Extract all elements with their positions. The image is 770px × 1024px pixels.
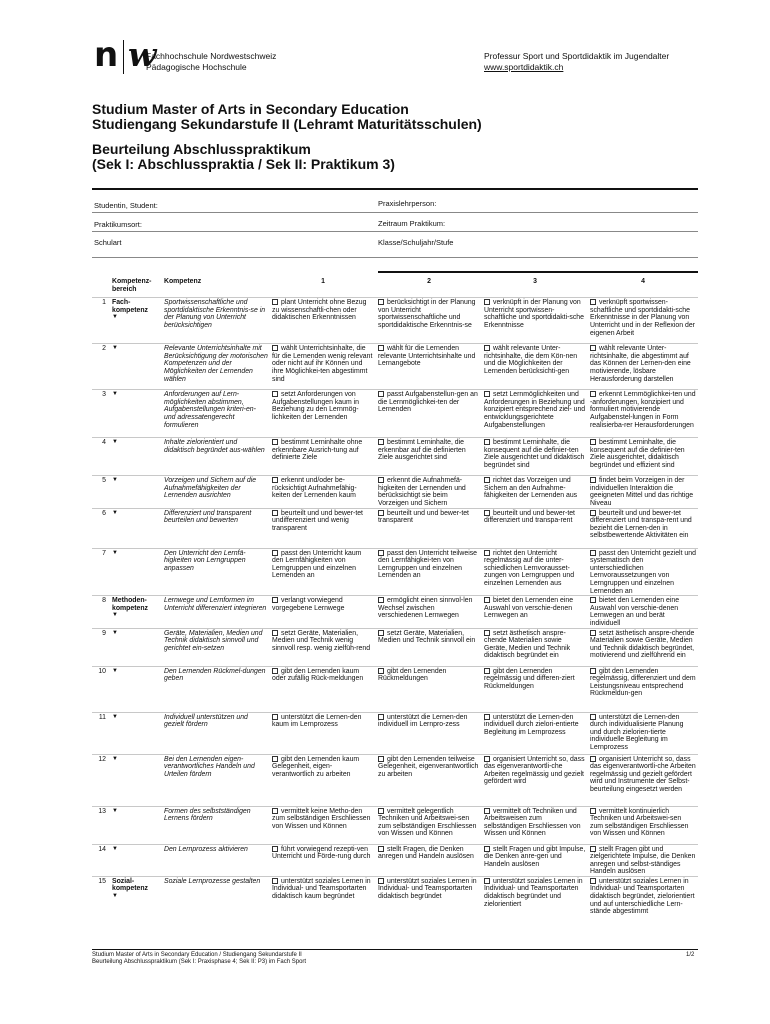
level-4-cell xyxy=(588,596,698,628)
checkbox-icon[interactable] xyxy=(378,477,384,483)
period-label: Zeitraum Praktikum: xyxy=(378,219,446,228)
header-level-3: 3 xyxy=(533,278,537,285)
level-2-cell xyxy=(376,844,482,876)
row-number: 10 xyxy=(92,666,110,712)
level-1-text: plant Unterricht ohne Bezug zu wissenschaftli-chen oder didaktischen Erkenntnissen xyxy=(272,299,367,322)
level-3-text: richtet den Unterricht regelmässig auf die unter-schiedlichen Lernvorausset-zungen von Lerngruppen und einzelnen Lernenden aus xyxy=(484,549,575,587)
area-cell[interactable] xyxy=(110,344,162,390)
checkbox-icon[interactable] xyxy=(378,630,384,636)
checkbox-icon[interactable] xyxy=(484,550,490,556)
area-label: Methoden-kompetenz xyxy=(112,597,148,612)
level-3-text: wählt relevante Unter-richtsinhalte, die dem Kön-nen und die Möglichkeiten der Lernenden berücksichti-gen xyxy=(484,345,578,375)
assessment-title-line2: (Sek I: Abschlusspraktia / Sek II: Praktikum 3) xyxy=(92,156,395,172)
table-header-row xyxy=(92,278,698,298)
level-3-text: vermittelt oft Techniken und Arbeitsweisen zum selbständigen Erschliessen von Wissen und Können xyxy=(484,807,581,838)
checkbox-icon[interactable] xyxy=(484,597,490,603)
level-1-text: passt den Unterricht kaum den Lernfähigkeiten von Lerngruppen und einzelnen Lernenden an xyxy=(272,549,362,580)
level-2-cell xyxy=(376,476,482,508)
level-2-text: passt den Unterricht teilweise den Lernfähigkei-ten von Lerngruppen und einzelnen Lernenden an xyxy=(378,549,478,580)
table-row xyxy=(92,548,698,596)
level-1-cell xyxy=(270,628,376,666)
triangle-down-icon[interactable]: ▼ xyxy=(112,667,118,674)
level-1-cell xyxy=(270,476,376,508)
level-3-text: verknüpft in der Planung von Unterricht sportwissen-schaftliche und sportdidakti-sche Erkenntnisse xyxy=(484,299,584,329)
professorship-block xyxy=(484,51,669,73)
level-4-cell xyxy=(588,344,698,390)
checkbox-icon[interactable] xyxy=(272,597,278,603)
level-2-cell xyxy=(376,754,482,806)
area-label: Fach-kompetenz xyxy=(112,299,148,314)
level-2-text: berücksichtigt in der Planung von Unterricht sportwissenschaftliche und sportdidaktische Erkenntnis-se xyxy=(378,299,476,329)
checkbox-icon[interactable] xyxy=(590,846,596,852)
institution-school: Pädagogische Hochschule xyxy=(146,62,247,72)
checkbox-icon[interactable] xyxy=(590,878,596,884)
footer-rule xyxy=(92,949,698,950)
class-label: Klasse/Schuljahr/Stufe xyxy=(378,238,454,247)
level-4-cell xyxy=(588,548,698,596)
footer-line2: Beurteilung Abschlusspraktikum (Sek I: Praxisphase 4; Sek II: P3) im Fach Sport xyxy=(92,959,307,965)
logo-divider xyxy=(123,40,124,74)
checkbox-icon[interactable] xyxy=(378,756,384,762)
level-1-text: beurteilt und und bewer-tet undifferenziert und wenig transparent xyxy=(272,509,363,532)
footer-line1: Studium Master of Arts in Secondary Education / Studiengang Sekundarstufe II xyxy=(92,952,302,958)
checkbox-icon[interactable] xyxy=(484,299,490,305)
checkbox-icon[interactable] xyxy=(484,808,490,814)
area-cell[interactable] xyxy=(110,666,162,712)
competence-cell: Anforderungen auf Lern-möglichkeiten abstimmen, Aufgabenstellungen kriteri-en- und adressatengerecht formulieren xyxy=(162,390,270,438)
checkbox-icon[interactable] xyxy=(484,756,490,762)
level-1-text: gibt den Lernenden kaum Gelegenheit, eigen-verantwortlich zu arbeiten xyxy=(272,755,360,778)
checkbox-icon[interactable] xyxy=(378,391,384,397)
level-3-text: bestimmt Lerninhalte, die konsequent auf die definier-ten Ziele ausgerichtet und didaktisch begründet sind xyxy=(484,439,585,469)
level-4-cell xyxy=(588,390,698,438)
competence-cell: Differenziert und transparent beurteilen und bewerten xyxy=(162,508,270,548)
competence-cell: Relevante Unterrichtsinhalte mit Berücksichtigung der motorischen Kompetenzen und der Möglichkeiten der Lernenden wählen xyxy=(162,344,270,390)
footer xyxy=(92,952,306,966)
checkbox-icon[interactable] xyxy=(590,668,596,674)
area-cell[interactable] xyxy=(110,508,162,548)
internship-location-label: Praktikumsort: xyxy=(94,220,142,229)
checkbox-icon[interactable] xyxy=(272,299,278,305)
checkbox-icon[interactable] xyxy=(484,846,490,852)
checkbox-icon[interactable] xyxy=(484,439,490,445)
checkbox-icon[interactable] xyxy=(590,714,596,720)
table-row xyxy=(92,298,698,344)
level-1-text: wählt Unterrichtsinhalte, die für die Lernenden wenig relevant oder nicht auf ihr Können und ihre Möglichkei-ten abgestimmt sind xyxy=(272,345,373,383)
level-1-cell xyxy=(270,344,376,390)
checkbox-icon[interactable] xyxy=(378,846,384,852)
level-3-cell xyxy=(482,628,588,666)
table-row xyxy=(92,596,698,628)
row-number: 13 xyxy=(92,806,110,844)
level-2-cell xyxy=(376,806,482,844)
checkbox-icon[interactable] xyxy=(378,510,384,516)
area-cell[interactable] xyxy=(110,298,162,344)
header-competence: Kompetenz xyxy=(164,278,202,285)
level-1-cell xyxy=(270,754,376,806)
level-4-cell xyxy=(588,844,698,876)
level-4-cell xyxy=(588,628,698,666)
level-4-cell xyxy=(588,508,698,548)
level-1-text: vermittelt keine Metho-den zum selbständigen Erschliessen von Wissen und Können xyxy=(272,807,371,830)
level-1-cell xyxy=(270,876,376,928)
level-1-text: erkennt und/oder be-rücksichtigt Aufnahmefähig-keiten der Lernenden kaum xyxy=(272,477,357,500)
study-title-line1: Studium Master of Arts in Secondary Education xyxy=(92,101,409,117)
school-type-label: Schulart xyxy=(94,238,122,247)
checkbox-icon[interactable] xyxy=(272,550,278,556)
level-2-text: unterstützt die Lernen-den individuell im Lernpro-zess xyxy=(378,713,468,729)
level-3-cell xyxy=(482,596,588,628)
level-4-text: wählt relevante Unter-richtsinhalte, die abgestimmt auf das Können der Lernen-den eine motivierende, lösbare Herausforderung darstellen xyxy=(590,345,691,383)
level-3-cell xyxy=(482,548,588,596)
area-label: Sozial-kompetenz xyxy=(112,877,148,893)
area-cell[interactable] xyxy=(110,876,162,928)
level-4-text: passt den Unterricht gezielt und systematisch den unterschiedlichen Lernvoraussetzungen von Lerngruppen und einzelnen Lernenden an xyxy=(590,549,696,595)
competence-cell: Den Unterricht den Lernfä-higkeiten von Lerngruppen anpassen xyxy=(162,548,270,596)
level-2-cell xyxy=(376,712,482,754)
level-3-cell xyxy=(482,298,588,344)
level-2-text: wählt für die Lernenden relevante Unterrichtsinhalte und Lernangebote xyxy=(378,345,476,368)
level-1-cell xyxy=(270,508,376,548)
level-1-text: unterstützt soziales Lernen in Individual- und Teamsportarten didaktisch kaum begründet xyxy=(272,877,371,901)
row-number: 8 xyxy=(92,596,110,628)
assessment-table xyxy=(92,278,698,928)
checkbox-icon[interactable] xyxy=(272,345,278,351)
row-number: 14 xyxy=(92,844,110,876)
level-3-text: unterstützt die Lernen-den individuell durch zielori-entierte Begleitung im Lernprozess xyxy=(484,713,579,736)
level-1-cell xyxy=(270,806,376,844)
competence-cell: Formen des selbstständigen Lernens fördern xyxy=(162,806,270,844)
header-level-1: 1 xyxy=(321,278,325,285)
level-4-text: verknüpft sportwissen-schaftliche und sportdidakti-sche Erkenntnisse in der Planung von Unterricht und in der Reflexion der eigenen Arbeit xyxy=(590,299,695,337)
header-level-2: 2 xyxy=(427,278,431,285)
checkbox-icon[interactable] xyxy=(484,391,490,397)
level-1-cell xyxy=(270,844,376,876)
area-cell[interactable] xyxy=(110,806,162,844)
table-row xyxy=(92,390,698,438)
assessment-title-line1: Beurteilung Abschlusspraktikum xyxy=(92,141,311,157)
checkbox-icon[interactable] xyxy=(590,808,596,814)
checkbox-icon[interactable] xyxy=(272,714,278,720)
level-2-text: passt Aufgabenstellun-gen an die Lernmöglichkei-ten der Lernenden xyxy=(378,391,478,414)
level-2-cell xyxy=(376,876,482,928)
level-4-text: bietet den Lernenden eine Auswahl von verschie-denen Lernwegen an und berät individuell xyxy=(590,597,680,627)
triangle-down-icon[interactable]: ▼ xyxy=(112,893,118,900)
checkbox-icon[interactable] xyxy=(590,477,596,483)
levels-top-bar xyxy=(378,271,698,273)
header-num xyxy=(92,278,110,298)
level-1-cell xyxy=(270,438,376,476)
level-1-text: bestimmt Lerninhalte ohne erkennbare Ausrich-tung auf definierte Ziele xyxy=(272,439,363,462)
table-row xyxy=(92,628,698,666)
area-cell[interactable] xyxy=(110,754,162,806)
competence-cell: Inhalte zielorientiert und didaktisch begründet aus-wählen xyxy=(162,438,270,476)
level-4-cell xyxy=(588,476,698,508)
checkbox-icon[interactable] xyxy=(378,668,384,674)
triangle-down-icon[interactable]: ▼ xyxy=(112,713,118,720)
level-2-text: unterstützt soziales Lernen in Individual- und Teamsportarten didaktisch begründet xyxy=(378,877,477,901)
area-cell[interactable] xyxy=(110,476,162,508)
level-2-text: vermittelt gelegentlich Techniken und Arbeitswei-sen zum selbständigen Erschliessen von Wissen und Können xyxy=(378,807,477,838)
level-3-cell xyxy=(482,844,588,876)
checkbox-icon[interactable] xyxy=(378,439,384,445)
triangle-down-icon[interactable]: ▼ xyxy=(112,439,118,446)
form-rule-3 xyxy=(92,257,698,258)
table-row xyxy=(92,508,698,548)
level-4-text: bestimmt Lerninhalte, die konsequent auf die definier-ten Ziele ausgerichtet, didaktisch begründet und effizient sind xyxy=(590,439,685,469)
triangle-down-icon[interactable]: ▼ xyxy=(112,755,118,762)
triangle-down-icon[interactable]: ▼ xyxy=(112,345,118,352)
competence-cell: Bei den Lernenden eigen-verantwortliches Handeln und Urteilen fördern xyxy=(162,754,270,806)
form-rule-2 xyxy=(92,231,698,232)
table-body xyxy=(92,298,698,929)
competence-cell: Den Lernprozess aktivieren xyxy=(162,844,270,876)
level-3-cell xyxy=(482,876,588,928)
level-3-text: setzt ästhetisch anspre-chende Materialien sowie Geräte, Medien und Technik didaktisch begründet ein xyxy=(484,629,571,660)
table-row xyxy=(92,844,698,876)
level-2-text: beurteilt und und bewer-tet transparent xyxy=(378,509,469,525)
row-number: 12 xyxy=(92,754,110,806)
row-number: 11 xyxy=(92,712,110,754)
level-2-text: erkennt die Aufnahmefä-higkeiten der Lernenden und berücksichtigt sie beim Vorzeigen und Sichern xyxy=(378,477,466,507)
area-cell[interactable] xyxy=(110,596,162,628)
area-cell[interactable] xyxy=(110,712,162,754)
checkbox-icon[interactable] xyxy=(484,878,490,884)
competence-cell: Geräte, Materialien, Medien und Technik didaktisch sinnvoll und gerichtet ein-setzen xyxy=(162,628,270,666)
level-4-cell xyxy=(588,806,698,844)
checkbox-icon[interactable] xyxy=(378,299,384,305)
level-3-cell xyxy=(482,476,588,508)
institution-name: Fachhochschule Nordwestschweiz xyxy=(146,51,277,61)
level-3-text: beurteilt und und bewer-tet differenziert und transpa-rent xyxy=(484,509,575,525)
checkbox-icon[interactable] xyxy=(590,439,596,445)
checkbox-icon[interactable] xyxy=(272,878,278,884)
level-2-cell xyxy=(376,438,482,476)
level-4-cell xyxy=(588,438,698,476)
level-2-text: bestimmt Lerninhalte, die erkennbar auf die definierten Ziele ausgerichtet sind xyxy=(378,439,466,462)
checkbox-icon[interactable] xyxy=(484,345,490,351)
checkbox-icon[interactable] xyxy=(590,510,596,516)
level-4-text: setzt ästhetisch anspre-chende Materialien sowie Geräte, Medien und Technik didaktisch begründet, motivierend und zielführend ein xyxy=(590,629,695,660)
triangle-down-icon[interactable]: ▼ xyxy=(112,549,118,556)
checkbox-icon[interactable] xyxy=(272,808,278,814)
level-3-text: gibt den Lernenden regelmässig und differen-ziert Rückmeldungen xyxy=(484,667,575,690)
level-3-text: unterstützt soziales Lernen in Individual- und Teamsportarten didaktisch begründet und zielorientiert xyxy=(484,877,583,908)
level-3-text: organisiert Unterricht so, dass das eigenverantwortli-che Arbeiten regelmässig und gezielt gefördert wird xyxy=(484,755,585,786)
checkbox-icon[interactable] xyxy=(484,477,490,483)
checkbox-icon[interactable] xyxy=(484,630,490,636)
checkbox-icon[interactable] xyxy=(378,878,384,884)
level-4-text: gibt den Lernenden regelmässig, differenziert und dem Leistungsniveau entsprechend Rückmeldun-gen xyxy=(590,667,696,698)
professorship-name: Professur Sport und Sportdidaktik im Jugendalter xyxy=(484,51,670,61)
checkbox-icon[interactable] xyxy=(272,391,278,397)
level-2-cell xyxy=(376,596,482,628)
table-row xyxy=(92,806,698,844)
header-area: Kompetenz-bereich xyxy=(112,278,152,293)
level-3-text: richtet das Vorzeigen und Sichern an den Aufnahme-fähigkeiten der Lernenden aus xyxy=(484,477,578,500)
level-2-cell xyxy=(376,344,482,390)
level-2-cell xyxy=(376,666,482,712)
row-number: 7 xyxy=(92,548,110,596)
competence-cell: Individuell unterstützen und gezielt fördern xyxy=(162,712,270,754)
table-row xyxy=(92,666,698,712)
level-3-cell xyxy=(482,344,588,390)
assessment-title xyxy=(92,142,395,172)
level-3-text: stellt Fragen und gibt Impulse, die Denken anre-gen und Handeln auslösen xyxy=(484,845,586,868)
level-4-text: beurteilt und und bewer-tet differenziert und transpa-rent und bezieht die Lernen-den in selbstbewertende Aktivitäten ein xyxy=(590,509,692,540)
level-4-cell xyxy=(588,298,698,344)
study-title-line2: Studiengang Sekundarstufe II (Lehramt Maturitätsschulen) xyxy=(92,116,482,132)
level-2-text: gibt den Lernenden teilweise Gelegenheit, eigenverantwortlich zu arbeiten xyxy=(378,755,479,778)
competence-cell: Den Lernenden Rückmel-dungen geben xyxy=(162,666,270,712)
level-1-text: setzt Anforderungen von Aufgabenstellungen kaum in Beziehung zu den Lernmög-lichkeiten der Lernenden xyxy=(272,391,359,421)
website-link[interactable]: www.sportdidaktik.ch xyxy=(484,62,564,72)
triangle-down-icon[interactable]: ▼ xyxy=(112,509,118,516)
level-1-cell xyxy=(270,596,376,628)
level-3-cell xyxy=(482,806,588,844)
row-number: 1 xyxy=(92,298,110,344)
level-1-cell xyxy=(270,298,376,344)
competence-cell: Soziale Lernprozesse gestalten xyxy=(162,876,270,928)
level-4-text: unterstützt die Lernen-den durch individualisierte Planung und durch zielorien-tierte individuelle Begleitung im Lernprozess xyxy=(590,713,684,751)
row-number: 5 xyxy=(92,476,110,508)
level-2-cell xyxy=(376,548,482,596)
level-3-text: setzt Lernmöglichkeiten und Anforderungen in Beziehung und konzipiert entsprechend ziel- und entwicklungsgerichtete Aufgabenstellungen xyxy=(484,391,586,429)
level-2-text: gibt den Lernenden Rückmeldungen xyxy=(378,667,447,683)
table-row xyxy=(92,754,698,806)
page-number: 1/2 xyxy=(686,952,695,958)
level-2-text: stellt Fragen, die Denken anregen und Handeln auslösen xyxy=(378,845,474,861)
checkbox-icon[interactable] xyxy=(590,597,596,603)
area-cell[interactable] xyxy=(110,390,162,438)
checkbox-icon[interactable] xyxy=(590,630,596,636)
level-3-cell xyxy=(482,438,588,476)
checkbox-icon[interactable] xyxy=(590,550,596,556)
checkbox-icon[interactable] xyxy=(272,756,278,762)
checkbox-icon[interactable] xyxy=(378,714,384,720)
teacher-label: Praxislehrperson: xyxy=(378,199,437,208)
level-1-text: verlangt vorwiegend vorgegebene Lernwege xyxy=(272,597,345,612)
row-number: 4 xyxy=(92,438,110,476)
level-1-text: setzt Geräte, Materialien, Medien und Technik wenig sinnvoll resp. wenig zielfüh-rend xyxy=(272,629,371,652)
level-4-cell xyxy=(588,754,698,806)
form-rule-1 xyxy=(92,212,698,213)
level-2-cell xyxy=(376,298,482,344)
triangle-down-icon[interactable]: ▼ xyxy=(112,612,118,619)
level-1-text: unterstützt die Lernen-den kaum im Lernprozess xyxy=(272,713,362,729)
level-2-cell xyxy=(376,628,482,666)
student-label: Studentin, Student: xyxy=(94,201,158,210)
checkbox-icon[interactable] xyxy=(590,756,596,762)
checkbox-icon[interactable] xyxy=(272,477,278,483)
checkbox-icon[interactable] xyxy=(484,510,490,516)
level-3-cell xyxy=(482,754,588,806)
logo-n: n xyxy=(94,35,118,75)
table-row xyxy=(92,438,698,476)
level-1-cell xyxy=(270,666,376,712)
level-3-cell xyxy=(482,390,588,438)
level-3-cell xyxy=(482,508,588,548)
triangle-down-icon[interactable]: ▼ xyxy=(112,629,118,636)
triangle-down-icon[interactable]: ▼ xyxy=(112,807,118,814)
competence-cell: Lernwege und Lernformen im Unterricht differenziert integrieren xyxy=(162,596,270,628)
checkbox-icon[interactable] xyxy=(272,630,278,636)
level-4-cell xyxy=(588,876,698,928)
table-row xyxy=(92,712,698,754)
triangle-down-icon[interactable]: ▼ xyxy=(112,314,118,321)
level-2-text: setzt Geräte, Materialien, Medien und Technik sinnvoll ein xyxy=(378,629,476,645)
checkbox-icon[interactable] xyxy=(378,345,384,351)
checkbox-icon[interactable] xyxy=(272,439,278,445)
competence-cell: Vorzeigen und Sichern auf die Aufnahmefähigkeiten der Lernenden ausrichten xyxy=(162,476,270,508)
area-cell[interactable] xyxy=(110,548,162,596)
institution xyxy=(146,51,276,73)
level-1-cell xyxy=(270,712,376,754)
area-cell[interactable] xyxy=(110,438,162,476)
level-2-cell xyxy=(376,390,482,438)
level-4-cell xyxy=(588,666,698,712)
table-row xyxy=(92,876,698,928)
checkbox-icon[interactable] xyxy=(272,668,278,674)
triangle-down-icon[interactable]: ▼ xyxy=(112,477,118,484)
triangle-down-icon[interactable]: ▼ xyxy=(112,845,118,852)
row-number: 2 xyxy=(92,344,110,390)
level-2-text: ermöglicht einen sinnvol-len Wechsel zwischen verschiedenen Lernwegen xyxy=(378,597,473,620)
level-1-cell xyxy=(270,390,376,438)
level-4-text: vermittelt kontinuierlich Techniken und Arbeitswei-sen zum selbständigen Erschliessen von Wissen und Können xyxy=(590,807,689,838)
level-4-text: organisiert Unterricht so, dass das eigenverantwortli-che Arbeiten regelmässig und gezielt gefördert wird und Instrumente der Selbst-beurteilung eingesetzt werden xyxy=(590,755,696,793)
level-4-text: erkennt Lernmöglichkei-ten und -anforderungen, konzipiert und formuliert motivierende Aufgabenstel-lungen in Form realisierba-rer Herausforderungen xyxy=(590,391,696,429)
level-4-cell xyxy=(588,712,698,754)
logo-w: w xyxy=(128,35,157,74)
level-1-text: führt vorwiegend rezepti-ven Unterricht und Förde-rung durch xyxy=(272,845,371,861)
checkbox-icon[interactable] xyxy=(378,597,384,603)
row-number: 3 xyxy=(92,390,110,438)
level-4-text: findet beim Vorzeigen in der individuellen Interaktion die geeigneten Mittel und das richtige Niveau xyxy=(590,477,694,507)
triangle-down-icon[interactable]: ▼ xyxy=(112,391,118,398)
study-title xyxy=(92,102,482,132)
checkbox-icon[interactable] xyxy=(272,846,278,852)
area-cell[interactable] xyxy=(110,628,162,666)
checkbox-icon[interactable] xyxy=(590,299,596,305)
row-number: 9 xyxy=(92,628,110,666)
level-1-text: gibt den Lernenden kaum oder zufällig Rück-meldungen xyxy=(272,667,364,683)
header-level-4: 4 xyxy=(641,278,645,285)
checkbox-icon[interactable] xyxy=(484,714,490,720)
table-row xyxy=(92,476,698,508)
checkbox-icon[interactable] xyxy=(590,345,596,351)
table-row xyxy=(92,344,698,390)
level-2-cell xyxy=(376,508,482,548)
level-4-text: unterstützt soziales Lernen in Individual- und Teamsportarten didaktisch begründet, zielorientiert und auf unterschiedliche Lern-stände abgestimmt xyxy=(590,877,695,916)
level-3-cell xyxy=(482,712,588,754)
level-3-text: bietet den Lernenden eine Auswahl von verschie-denen Lernwegen an xyxy=(484,597,574,620)
area-cell[interactable] xyxy=(110,844,162,876)
level-3-cell xyxy=(482,666,588,712)
checkbox-icon[interactable] xyxy=(590,391,596,397)
checkbox-icon[interactable] xyxy=(378,808,384,814)
checkbox-icon[interactable] xyxy=(378,550,384,556)
level-1-cell xyxy=(270,548,376,596)
checkbox-icon[interactable] xyxy=(484,668,490,674)
row-number: 15 xyxy=(92,876,110,928)
competence-cell: Sportwissenschaftliche und sportdidaktische Erkenntnis-se in der Planung von Unterricht berücksichtigen xyxy=(162,298,270,344)
checkbox-icon[interactable] xyxy=(272,510,278,516)
row-number: 6 xyxy=(92,508,110,548)
form-top-rule xyxy=(92,188,698,190)
level-4-text: stellt Fragen gibt und zielgerichtete Impulse, die Denken anregen und selbst-ständiges Handeln auslösen xyxy=(590,845,696,876)
